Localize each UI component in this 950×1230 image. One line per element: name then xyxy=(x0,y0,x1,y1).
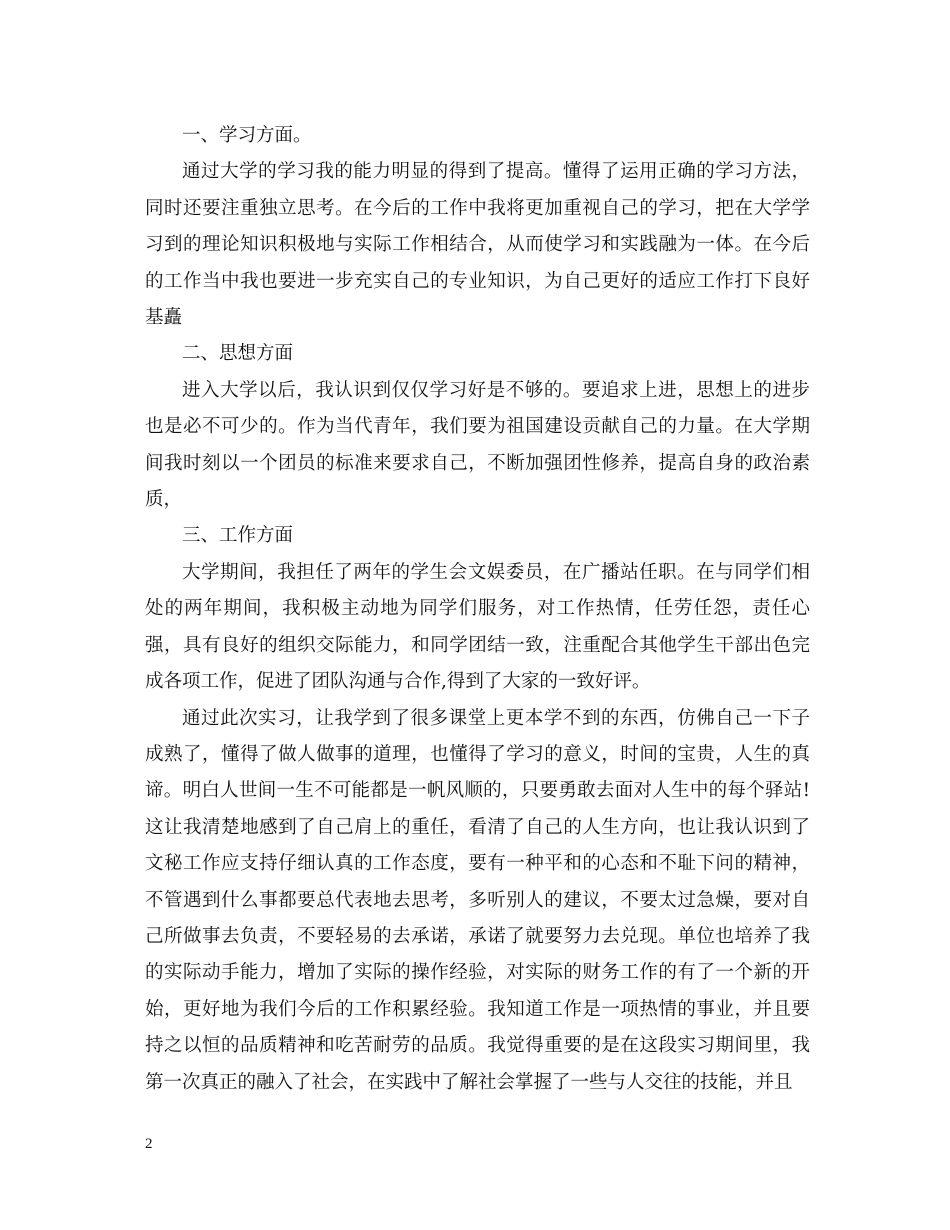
paragraph-thought: 进入大学以后，我认识到仅仅学习好是不够的。要追求上进，思想上的进步也是必不可少的。作为当代青年，我们要为祖国建设贡献自己的力量。在大学期间我时刻以一个团员的标准来要求自己，不断加强团性修养，提高自身的政治素质， xyxy=(145,379,810,511)
section-heading-thought: 二、思想方面 xyxy=(182,343,294,365)
paragraph-work: 大学期间，我担任了两年的学生会文娱委员，在广播站任职。在与同学们相处的两年期间，我积极主动地为同学们服务，对工作热情，任劳任怨，责任心强，具有良好的组织交际能力，和同学团结一致，注重配合其他学生干部出色完成各项工作，促进了团队沟通与合作,得到了大家的一致好评。 xyxy=(145,561,810,693)
section-heading-study: 一、学习方面。 xyxy=(182,125,312,146)
paragraph-internship: 通过此次实习，让我学到了很多课堂上更本学不到的东西，仿佛自己一下子成熟了，懂得了做人做事的道理，也懂得了学习的意义，时间的宝贵，人生的真谛。明白人世间一生不可能都是一帆风顺的，只要勇敢去面对人生中的每个驿站!这让我清楚地感到了自己肩上的重任，看清了自己的人生方向，也让我认识到了文秘工作应支持仔细认真的工作态度，要有一种平和的心态和不耻下问的精神，不管遇到什么事都要总代表地去思考，多听别人的建议，不要太过急燥，要对自己所做事去负责，不要轻易的去承诺，承诺了就要努力去兑现。单位也培养了我的实际动手能力，增加了实际的操作经验，对实际的财务工作的有了一个新的开始，更好地为我们今后的工作积累经验。我知道工作是一项热情的事业，并且要持之以恒的品质精神和吃苦耐劳的品质。我觉得重要的是在这段实习期间里，我第一次真正的融入了社会，在实践中了解社会掌握了一些与人交往的技能，并且 xyxy=(145,707,810,1093)
paragraph-study: 通过大学的学习我的能力明显的得到了提高。懂得了运用正确的学习方法，同时还要注重独立思考。在今后的工作中我将更加重视自己的学习，把在大学学习到的理论知识积极地与实际工作相结合，从而使学习和实践融为一体。在今后的工作当中我也要进一步充实自己的专业知识，为自己更好的适应工作打下良好基矗 xyxy=(145,161,810,329)
document-body xyxy=(145,118,810,1101)
page-number: 2 xyxy=(145,1136,153,1152)
section-heading-work: 三、工作方面 xyxy=(182,525,294,547)
